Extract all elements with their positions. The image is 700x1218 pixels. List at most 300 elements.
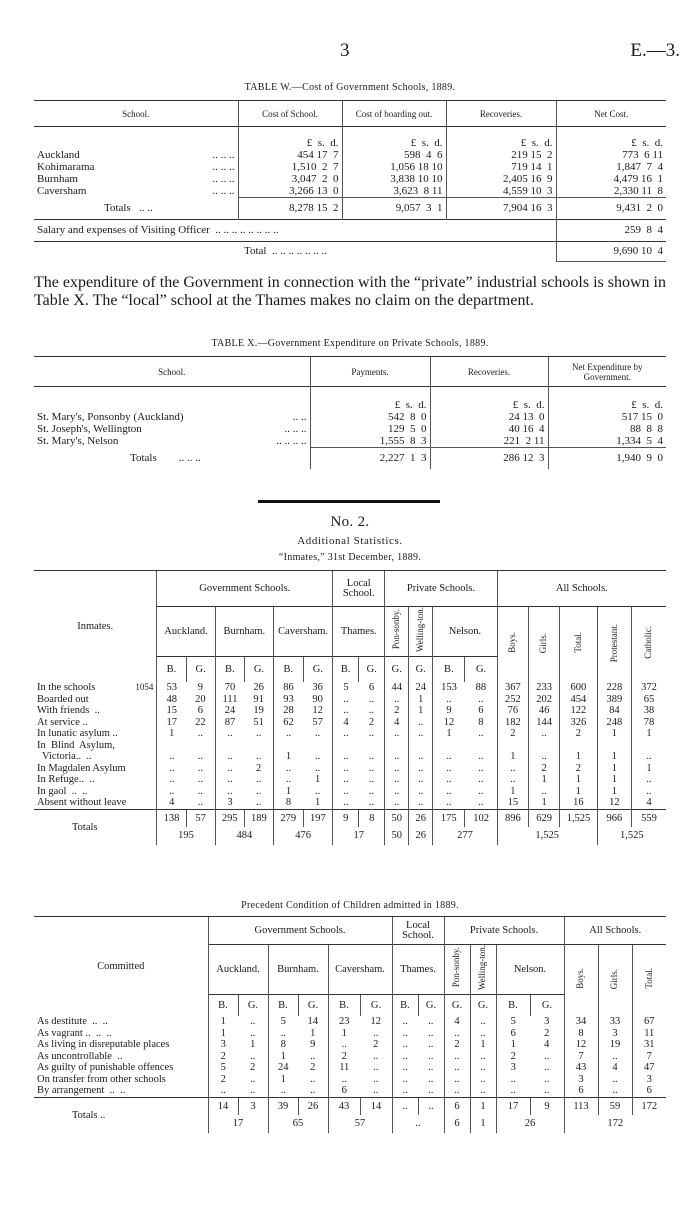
cell-value: 65 [632,694,666,706]
cell-value: 1 [497,786,528,798]
cell-value: 48 [157,694,186,706]
cell-value: 9 [197,682,203,694]
row-label: In Magdalen Asylum [37,762,126,774]
cell-value: .. [373,1027,379,1039]
row-label: On transfer from other schools [37,1073,166,1085]
unit-label: £ s. d. [430,387,548,411]
row-label: In Refuge.. .. [37,774,95,786]
precedent-table [34,916,666,1133]
table-row [34,797,666,809]
cell-value: .. [409,774,433,786]
cell-value: 1 [528,797,559,809]
cell-value: 600 [560,682,597,694]
cell-value: .. [385,797,409,809]
cell-value: .. [373,1085,379,1097]
cell-value: 122 [560,705,597,717]
cell-value: .. [428,1073,434,1085]
totals-label: Totals [34,809,157,845]
unit-label: £ s. d. [548,387,666,411]
group-all: All Schools. [564,917,666,945]
subtotal-value: 484 [215,827,273,845]
total-value: 9 [333,809,359,827]
col-school: School. [34,357,310,387]
cell-value: .. [368,728,375,740]
leader-dots: .. .. .. [212,184,235,197]
school-ponsonby: Pon-sonby. [444,945,470,995]
girls-col-header: G. [303,656,333,682]
cell-value: 17 [157,717,186,729]
totals-row [34,809,666,827]
cell-value: 1 [208,1028,238,1040]
cell-value: .. [333,751,359,763]
school-name: St. Joseph's, Wellington [37,422,142,435]
cell-value: 6 [496,1028,530,1040]
cell-value: .. [470,1016,496,1028]
cell-net: 1,334 5 4 [548,435,666,448]
cell-value: 19 [253,705,264,717]
boys-col-header: B. [208,994,238,1016]
cell-value: 43 [564,1062,598,1074]
cell-value: 24 [409,682,433,694]
cell-value: 6 [564,1085,598,1097]
all-catholic: Catholic. [632,607,666,683]
cell-value: 34 [564,1016,598,1028]
cell-value: 2 [497,728,528,740]
boys-col-header: B. [215,656,244,682]
school-auckland: Auckland. [208,945,268,995]
cell-value: .. [428,1039,434,1051]
cell-value: .. [428,1050,434,1062]
cell-value: .. [478,774,484,786]
subtotal-value: 1 [470,1115,496,1133]
cell-value: .. [428,1016,434,1028]
cell-value: .. [256,774,262,786]
cell-value: .. [385,728,409,740]
leader-dots: .. .. .. .. .. .. .. .. [215,224,279,236]
girls-col-header: G. [385,656,409,682]
cell-value: 2 [385,705,409,717]
cell-boarding: 3,623 8 11 [342,185,446,198]
cell-value: 2 [528,763,559,775]
cell-value: .. [444,1085,470,1097]
cell-value [215,740,244,752]
cell-value: 84 [597,705,631,717]
cell-value: .. [157,763,186,775]
cell-value: 6 [328,1085,360,1097]
table-row [34,774,666,786]
school-name: Caversham [37,184,87,197]
table-w [34,100,666,262]
cell-value: 111 [215,694,244,706]
cell-value: 19 [598,1039,632,1051]
table-row [34,435,666,448]
subtotal-value: 476 [274,827,333,845]
cell-value [528,740,559,752]
school-name: St. Mary's, Nelson [37,434,119,447]
cell-value: 46 [528,705,559,717]
group-all: All Schools. [497,571,666,607]
school-nelson: Nelson. [496,945,564,995]
cell-value: 6 [197,705,203,717]
cell-value: .. [470,1085,496,1097]
cell-value: 23 [328,1016,360,1028]
cell-value: 248 [597,717,631,729]
school-thames: Thames. [333,607,385,657]
cell-value: 11 [632,1028,666,1040]
table-row [34,149,666,161]
cell-value: .. [368,693,375,705]
school-ponsonby: Pon-sonby. [385,607,409,657]
cell-value: .. [368,705,375,717]
table-x-totals [34,447,666,469]
cell-value: 1 [157,728,186,740]
cell-value [433,740,465,752]
cell-value: .. [328,1039,360,1051]
cell-value: 70 [215,682,244,694]
total-value: 17 [496,1097,530,1115]
cell-value: 4 [544,1039,550,1051]
cell-value: .. [470,1074,496,1086]
cell-value: 1 [315,797,321,809]
cell-value: 9 [310,1039,316,1051]
row-label: As destitute .. .. [37,1016,108,1028]
cell-value: 2 [208,1051,238,1063]
cell-value: .. [333,774,359,786]
unit-label: £ s. d. [238,127,342,149]
cell-value: 5 [333,682,359,694]
table-w-title: TABLE W.—Cost of Government Schools, 1889. [244,82,456,93]
cell-value: .. [368,797,375,809]
cell-value: 47 [632,1062,666,1074]
cell-value: 3 [215,797,244,809]
all-total: Total. [632,945,666,1017]
cell-value: 1 [528,774,559,786]
brace-number: 1054 [135,682,154,693]
col-boarding-out: Cost of boarding out. [342,101,446,127]
cell-value: 14 [307,1016,318,1028]
cell-value: 12 [312,705,323,717]
col-payments: Payments. [310,357,430,387]
cell-value: 2 [560,728,597,740]
cell-value: 5 [268,1016,298,1028]
total-value: 1 [470,1097,496,1115]
cell-value: 20 [195,693,206,705]
school-name: Auckland [37,148,80,161]
cell-value: .. [274,774,304,786]
cell-value: 3 [208,1039,238,1051]
cell-value: 4 [385,717,409,729]
cell-value: .. [208,1085,238,1097]
cell-value: .. [428,1027,434,1039]
total-value: 26 [298,1097,328,1115]
total-net: 9,690 10 4 [556,241,666,261]
cell-value: 2 [560,763,597,775]
cell-value: .. [368,774,375,786]
cell-value [333,740,359,752]
cell-value: .. [444,1062,470,1074]
school-name: Kohimarama [37,160,95,173]
cell-value: 15 [157,705,186,717]
cell-value: .. [385,751,409,763]
cell-value: .. [392,1028,418,1040]
cell-value [359,740,385,752]
cell-value: 26 [253,682,264,694]
cell-value: 2 [368,716,375,728]
section-rule [258,500,440,503]
cell-recoveries: 4,559 10 3 [446,185,556,198]
school-caversham: Caversham. [328,945,392,995]
group-local: Local School. [392,917,444,945]
total-value: 3 [238,1097,268,1115]
group-private: Private Schools. [444,917,564,945]
table-row [34,1039,666,1051]
cell-value: 2 [208,1074,238,1086]
row-label: As uncontrollable .. [37,1050,123,1062]
cell-value: .. [497,774,528,786]
col-net-cost: Net Cost. [556,101,666,127]
girls-col-header: G. [465,656,497,682]
cell-value: 367 [497,682,528,694]
cell-value: .. [333,786,359,798]
cell-value: .. [544,1062,550,1074]
cell-value: .. [215,763,244,775]
all-protestant: Protestant. [597,607,631,683]
cell-boarding: 1,056 18 10 [342,161,446,173]
cell-value: .. [598,1074,632,1086]
girls-col-header: G. [298,994,328,1016]
school-caversham: Caversham. [274,607,333,657]
cell-value: 1 [496,1039,530,1051]
stub-header: Committed [34,917,208,1017]
cell-cost: 3,266 13 0 [238,185,342,198]
group-private: Private Schools. [385,571,497,607]
cell-value: 1 [328,1028,360,1040]
cell-value: .. [478,797,484,809]
totals-label: Totals .. [34,1097,208,1133]
cell-value: .. [373,1073,379,1085]
cell-value: .. [409,751,433,763]
boys-col-header: B. [333,656,359,682]
table-row [34,1074,666,1086]
cell-value: .. [496,1074,530,1086]
cell-value: .. [528,728,559,740]
cell-value: 36 [312,682,323,694]
cell-value: .. [385,694,409,706]
cell-value: 2 [310,1062,316,1074]
cell-value: 57 [312,716,323,728]
table-row [34,1028,666,1040]
unit-label: £ s. d. [342,127,446,149]
cell-recoveries: 24 13 0 [430,411,548,423]
subtotal-value: 1,525 [497,827,597,845]
cell-value: .. [368,751,375,763]
cell-value: 51 [253,716,264,728]
table-row [34,728,666,740]
girls-col-header: G. [359,656,385,682]
table-row [34,411,666,423]
table-row [34,1085,666,1097]
leader-dots: .. .. [138,201,153,214]
cell-value: .. [478,762,484,774]
cell-value: 1 [315,774,321,786]
cell-value: .. [333,797,359,809]
cell-boarding: 598 4 6 [342,149,446,161]
cell-value: 389 [597,694,631,706]
totals-recoveries: 286 12 3 [430,447,548,469]
cell-value: 2 [444,1039,470,1051]
page-number: 3 [340,40,350,61]
cell-value: .. [197,797,203,809]
table-row [34,1062,666,1074]
all-boys: Boys. [497,607,528,683]
row-label: As vagrant .. .. .. [37,1027,112,1039]
section-title: Additional Statistics. [297,535,403,547]
cell-value: .. [470,1028,496,1040]
col-recoveries: Recoveries. [430,357,548,387]
cell-value: 1 [433,728,465,740]
boys-col-header: B. [433,656,465,682]
cell-value: .. [409,797,433,809]
cell-value: 6 [368,682,375,694]
school-burnham: Burnham. [268,945,328,995]
cell-value: .. [409,717,433,729]
cell-value [597,740,631,752]
cell-net: 2,330 11 8 [556,185,666,198]
col-net-expenditure: Net Expenditure by Government. [548,357,666,387]
cell-value: 90 [312,693,323,705]
cell-value: 2 [328,1051,360,1063]
cell-value: 15 [497,797,528,809]
cell-value: 233 [528,682,559,694]
cell-value: .. [215,728,244,740]
document-reference: E.—3. [630,40,680,61]
row-label: In gaol .. .. [37,785,88,797]
total-value: 189 [244,809,273,827]
cell-value: .. [433,694,465,706]
total-value: 1,525 [560,809,597,827]
cell-value: 76 [497,705,528,717]
cell-value: .. [497,763,528,775]
table-row [34,717,666,729]
col-school: School. [34,101,238,127]
cell-value [409,740,433,752]
cell-value: .. [444,1051,470,1063]
subtotal-value: 50 [385,827,409,845]
cell-value: 93 [274,694,304,706]
total-value: 26 [409,809,433,827]
cell-value: 372 [632,682,666,694]
leader-dots: .. .. .. [212,172,235,185]
cell-value [560,740,597,752]
all-total: Total. [560,607,597,683]
cell-value: 1 [632,728,666,740]
cell-value: .. [409,728,433,740]
row-label: Absent without leave [37,797,127,809]
cell-value: 454 [560,694,597,706]
all-girls: Girls. [528,607,559,683]
subtotal-value: .. [392,1115,444,1133]
total-value: 9 [530,1097,564,1115]
cell-value: .. [197,785,203,797]
total-value: 295 [215,809,244,827]
cell-value: .. [268,1028,298,1040]
table-row [34,763,666,775]
table-row [34,1016,666,1028]
cell-value: .. [333,705,359,717]
boys-col-header: B. [268,994,298,1016]
cell-value: 31 [632,1039,666,1051]
cell-value: 86 [274,682,304,694]
cell-value: 22 [195,716,206,728]
cell-value: .. [433,786,465,798]
leader-dots: .. .. .. [284,422,307,435]
cell-value: .. [632,751,666,763]
group-government: Government Schools. [157,571,333,607]
subtotal-value: 6 [444,1115,470,1133]
cell-value: .. [268,1085,298,1097]
subtotal-value: 277 [433,827,498,845]
school-auckland: Auckland. [157,607,215,657]
cell-value: .. [333,763,359,775]
cell-value: 144 [528,717,559,729]
cell-value: 24 [215,705,244,717]
cell-value: .. [428,1062,434,1074]
cell-value: 1 [268,1051,298,1063]
col-cost-of-school: Cost of School. [238,101,342,127]
school-burnham: Burnham. [215,607,273,657]
subtotal-value: 172 [564,1115,666,1133]
cell-value: 2 [256,762,262,774]
boys-col-header: B. [496,994,530,1016]
cell-value: 24 [268,1062,298,1074]
total-value: .. [392,1097,418,1115]
cell-value: 62 [274,717,304,729]
cell-value: .. [433,774,465,786]
totals-net: 9,431 2 0 [556,197,666,219]
total-value: 102 [465,809,497,827]
page-header [0,40,700,64]
totals-net: 1,940 9 0 [548,447,666,469]
cell-value: .. [392,1085,418,1097]
cell-value [497,740,528,752]
cell-value: 16 [560,797,597,809]
cell-value: .. [528,786,559,798]
cell-recoveries: 40 16 4 [430,423,548,435]
cell-value: .. [385,786,409,798]
table-row [34,705,666,717]
girls-col-header: G. [238,994,268,1016]
cell-value: 1 [597,751,631,763]
cell-value: 2 [373,1039,379,1051]
cell-value: 5 [208,1062,238,1074]
total-value: 8 [359,809,385,827]
total-label: Total [244,245,267,258]
table-row [34,1051,666,1063]
leader-dots: .. .. .. .. [276,434,307,447]
cell-value: 1 [597,774,631,786]
totals-label: Totals [130,452,157,464]
cell-value: .. [373,1050,379,1062]
table-w-totals [34,197,666,219]
cell-value: 3 [496,1062,530,1074]
cell-value: .. [368,785,375,797]
row-label: In Blind Asylum, [37,739,115,751]
table-row [34,423,666,435]
cell-payments: 542 8 0 [310,411,430,423]
cell-value: 1 [597,786,631,798]
cell-value: .. [256,751,262,763]
cell-value: .. [215,786,244,798]
